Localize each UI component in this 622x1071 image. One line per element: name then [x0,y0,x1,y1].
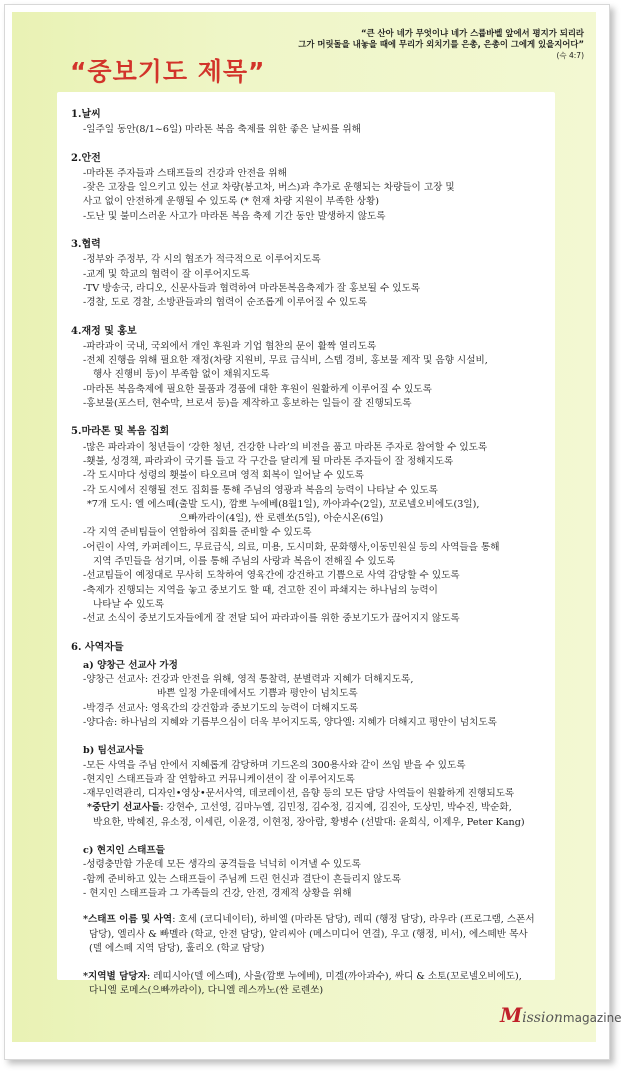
section-heading: 1.날씨 [71,109,101,120]
list-item: -홍보물(포스터, 현수막, 브로셔 등)을 제작하고 홍보하는 일들이 잘 진행되도록 [83,398,412,410]
missionaries-label: *중단기 선교사들 [87,802,161,814]
list-item: 지역 주민들을 섬기며, 이를 통해 주님의 사랑과 복음이 전해질 수 있도록 [93,556,396,568]
list-item: -마라톤 복음축제에 필요한 물품과 경품에 대한 후원이 원활하게 이루어질 수 있도록 [83,383,432,395]
list-item: 사고 없이 안전하게 운행될 수 있도록 (* 현재 차량 지원이 부족한 상황) [83,196,380,208]
section-heading: 4.재정 및 홍보 [71,325,137,337]
staff-note-line: (델 에스떼 지역 담당), 훌리오 (학교 담당) [89,942,265,954]
section-heading: 5.마라톤 및 복음 집회 [71,426,170,438]
list-item: -선교 소식이 중보기도자들에게 잘 전달 되어 파라과이를 위한 중보기도가 끊어지지 않도록 [83,613,460,625]
list-item: -각 지역 준비팀들이 연합하여 집회를 준비할 수 있도록 [83,527,312,539]
section-heading: 6. 사역자들 [71,641,124,653]
list-item: -선교팀들이 예정대로 무사히 도착하여 영육간에 강건하고 기쁨으로 사역 감당할 수 있도록 [83,570,460,582]
section-heading: 3.협력 [71,239,101,251]
region-note-line: 다니엘 로메스(으빠까라이), 다니엘 레스까노(싼 로렌쏘) [89,985,324,997]
region-note-text: : 레띠시아(델 에스떼), 사울(깜뽀 누에베), 미겔(까아과수), 싸디 & 소토(꼬로넬오비에도), [146,971,522,983]
list-item: -모든 사역을 주님 안에서 지혜롭게 감당하며 기드온의 300용사와 같이 쓰임 받을 수 있도록 [83,759,466,771]
region-note [71,970,551,984]
verse-reference: (슥 4:7) [556,51,584,60]
list-item: 행사 진행비 등)이 부족함 없이 채워지도록 [93,369,270,381]
staff-note-label: *스태프 이름 및 사역 [83,914,173,926]
list-item: -파라과이 국내, 국외에서 개인 후원과 기업 협찬의 문이 활짝 열리도록 [83,340,377,352]
list-item: -함께 준비하고 있는 스태프들이 주님께 드린 헌신과 결단이 흔들리지 않도록 [83,873,401,885]
list-item: 나타날 수 있도록 [93,598,164,610]
list-item: -각 도시에서 진행될 전도 집회를 통해 주님의 영광과 복음의 능력이 나타날 수 있도록 [83,484,438,496]
list-item: -각 도시마다 성령의 횃불이 타오르며 영적 회복이 일어날 수 있도록 [83,470,364,482]
bible-verse [284,28,584,61]
list-item: -도난 및 불미스러운 사고가 마라톤 복음 축제 기간 동안 발생하지 않도록 [83,210,386,222]
list-item: - 현지인 스태프들과 그 가족들의 건강, 안전, 경제적 상황을 위해 [83,887,352,899]
section-finance [71,325,551,412]
list-item: *7개 도시: 엘 에스떼(출발 도시), 깜뽀 누에베(8월1일), 까아과수(2일), 꼬로넬오비에도(3일), [87,498,480,510]
list-item: -많은 파라과이 청년들이 ‘강한 청년, 건강한 나라’의 비전을 품고 마라톤 주자로 참여할 수 있도록 [83,441,488,453]
section-workers [71,641,551,999]
section-weather [71,108,551,138]
list-item: -마라톤 주자들과 스태프들의 건강과 안전을 위해 [83,167,287,179]
list-item: -교계 및 학교의 협력이 잘 이루어지도록 [83,268,250,280]
list-item: -재무인력관리, 디자인•영상•문서사역, 데코레이션, 음향 등의 모든 담당 사역들이 원활하게 진행되도록 [83,788,515,800]
list-item: -잦은 고장을 일으키고 있는 선교 차량(봉고차, 버스)과 추가로 운행되는 차량들이 고장 및 [83,182,455,194]
list-item: -양다솜: 하나님의 지혜와 기름부으심이 더욱 부어지도록, 양다엘: 지혜가 더해지고 평안이 넘치도록 [83,716,497,728]
list-item: -박경주 선교사: 영육간의 강건함과 중보기도의 능력이 더해지도록 [83,702,358,714]
list-item: 으빠까라이(4일), 싼 로렌쏘(5일), 아순시온(6일) [179,513,384,525]
list-item: -일주일 동안(8/1~6일) 마라톤 복음 축제를 위한 좋은 날씨를 위해 [83,124,361,136]
section-cooperation [71,238,551,310]
section-heading: 2.안전 [71,152,101,164]
staff-note-line: 담당), 엘리사 & 빠멜라 (학교, 안전 담당), 알리씨아 (메스미디어 연결), 우고 (행정, 비서), 에스떼반 목사 [89,928,528,940]
list-item: -정부와 주정부, 각 시의 협조가 적극적으로 이루어지도록 [83,254,321,266]
list-item: -어린이 사역, 카퍼레이드, 무료급식, 의료, 미용, 도시미화, 문화행사,이동민원실 등의 사역들을 통해 [83,541,500,553]
list-item: 바쁜 일정 가운데에서도 기쁨과 평안이 넘치도록 [157,688,358,700]
staff-note-text: : 호세 (코디네이터), 하비엘 (마라톤 담당), 레띠 (행정 담당), 라우라 (프로그램, 스폰서 [172,914,535,926]
list-item: -경찰, 도로 경찰, 소방관들과의 협력이 순조롭게 이루어질 수 있도록 [83,297,367,309]
list-item: -양창근 선교사: 건강과 안전을 위해, 영적 통찰력, 분별력과 지혜가 더해지도록, [83,674,414,686]
subsection-heading: b) 팀선교사들 [83,745,144,757]
missionmagazine-logo: Missionmagazine [500,1003,622,1027]
list-item: 박요한, 박혜진, 유소정, 이세린, 이윤경, 이현정, 장아람, 황병수 (선발대: 윤희식, 이제우, Peter Kang) [93,816,525,828]
prayer-list [71,108,551,1013]
list-item: -횃불, 성경책, 파라과이 국기를 들고 각 구간을 달리게 될 마라톤 주자들이 잘 정해지도록 [83,455,454,467]
page-title: “중보기도 제목” [70,57,266,86]
list-item: -TV 방송국, 라디오, 신문사들과 협력하여 마라톤복음축제가 잘 홍보될 수 있도록 [83,282,421,294]
list-item: -현지인 스태프들과 잘 연합하고 커뮤니케이션이 잘 이루어지도록 [83,773,355,785]
region-note-label: *지역별 담당자 [83,971,147,983]
list-item: -축제가 진행되는 지역을 놓고 중보기도 할 때, 견고한 진이 파쇄지는 하나님의 능력이 [83,584,438,596]
list-item: -전체 진행을 위해 필요한 재정(차량 지원비, 무료 급식비, 스텝 경비, 홍보물 제작 및 음향 시설비, [83,355,488,367]
section-safety [71,152,551,224]
staff-note [71,913,551,927]
list-item: -성령충만함 가운데 모든 생각의 공격들을 넉넉히 이겨낼 수 있도록 [83,859,361,871]
section-marathon [71,425,551,626]
subsection-heading: a) 양창근 선교사 가정 [83,659,178,671]
subsection-heading: c) 현지인 스태프들 [83,845,165,857]
missionaries-names: : 강현수, 고선영, 김마누엘, 김민정, 김수정, 김지예, 김진아, 도상민, 박수진, 박순화, [160,802,512,814]
verse-line-2: 그가 머릿돌을 내놓을 때에 무리가 외치기를 은총, 은총이 그에게 있을지어다” [298,39,584,49]
list-item [71,801,551,815]
verse-line-1: “큰 산아 네가 무엇이냐 네가 스룹바벨 앞에서 평지가 되리라 [361,28,584,38]
